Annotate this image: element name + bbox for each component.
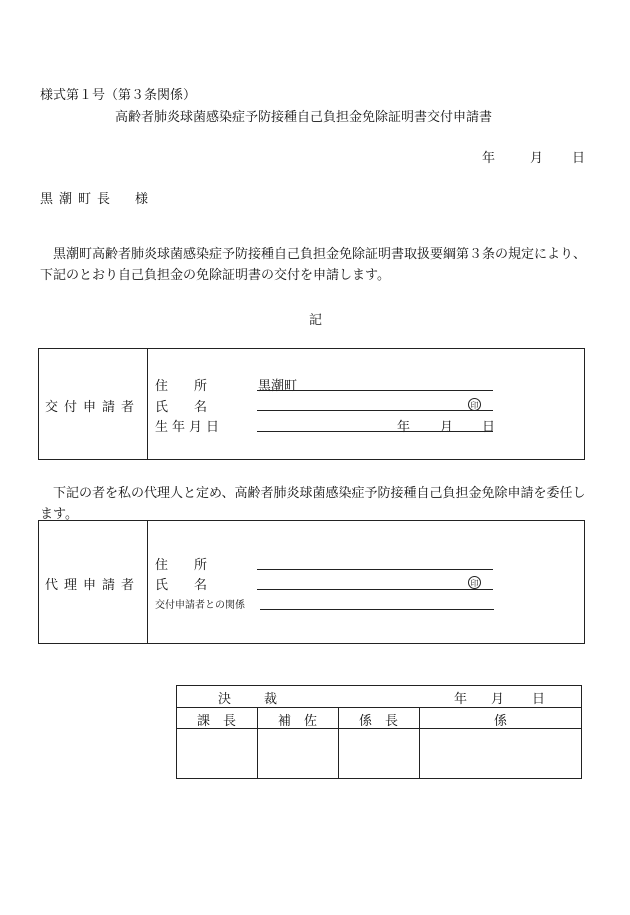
approval-date-month: 月 (491, 692, 505, 707)
applicant-birth-year: 年 (397, 420, 411, 435)
approval-stamp-cell-hosa[interactable] (258, 729, 337, 778)
applicant-name-label: 氏 名 (155, 400, 208, 415)
approval-header-hosa: 補 佐 (277, 714, 317, 729)
applicant-section-label: 交付申請者 (45, 400, 141, 415)
seal-icon: 印 (468, 576, 481, 589)
agent-relation-label: 交付申請者との関係 (155, 600, 245, 611)
applicant-birth-line[interactable] (257, 431, 493, 432)
approval-stamp-cell-kacho[interactable] (177, 729, 256, 778)
approval-header-kakaricho: 係 長 (358, 714, 398, 729)
applicant-divider (147, 348, 148, 460)
approval-date-year: 年 (454, 692, 468, 707)
agent-relation-line[interactable] (260, 609, 494, 610)
document-title: 高齢者肺炎球菌感染症予防接種自己負担金免除証明書交付申請書 (115, 110, 493, 125)
agent-name-label: 氏 名 (155, 578, 208, 593)
approval-title-divider (176, 707, 582, 708)
agent-address-line[interactable] (257, 569, 493, 570)
intro-paragraph: 黒潮町高齢者肺炎球菌感染症予防接種自己負担金免除証明書取扱要綱第３条の規定により、下記のとおり自己負担金の免除証明書の交付を申請します。 (40, 247, 587, 283)
agent-address-label: 住 所 (155, 558, 208, 573)
agent-name-line[interactable] (257, 589, 493, 590)
date-day: 日 (572, 151, 586, 166)
applicant-birth-day: 日 (482, 420, 496, 435)
agent-divider (147, 520, 148, 644)
approval-header-kacho: 課 長 (196, 714, 236, 729)
applicant-birth-label: 生年月日 (155, 420, 224, 435)
date-month: 月 (530, 151, 544, 166)
ki-label: 記 (309, 313, 323, 328)
addressee: 黒潮町長 様 (40, 192, 155, 207)
applicant-birth-month: 月 (440, 420, 454, 435)
approval-header-kakari: 係 (493, 714, 507, 729)
agent-section-label: 代理申請者 (45, 578, 141, 593)
date-year: 年 (482, 151, 496, 166)
delegation-paragraph: 下記の者を私の代理人と定め、高齢者肺炎球菌感染症予防接種自己負担金免除申請を委任します。 (40, 486, 586, 522)
applicant-address-label: 住 所 (155, 379, 208, 394)
applicant-address-line (257, 390, 493, 391)
approval-title: 決 裁 (218, 692, 288, 707)
approval-stamp-cell-kakari[interactable] (420, 729, 581, 778)
form-number: 様式第１号（第３条関係） (40, 88, 197, 103)
approval-stamp-cell-kakaricho[interactable] (339, 729, 418, 778)
applicant-name-line[interactable] (257, 410, 493, 411)
approval-date-day: 日 (532, 692, 546, 707)
applicant-address-value[interactable]: 黒潮町 (258, 379, 298, 394)
seal-icon: 印 (468, 398, 481, 411)
